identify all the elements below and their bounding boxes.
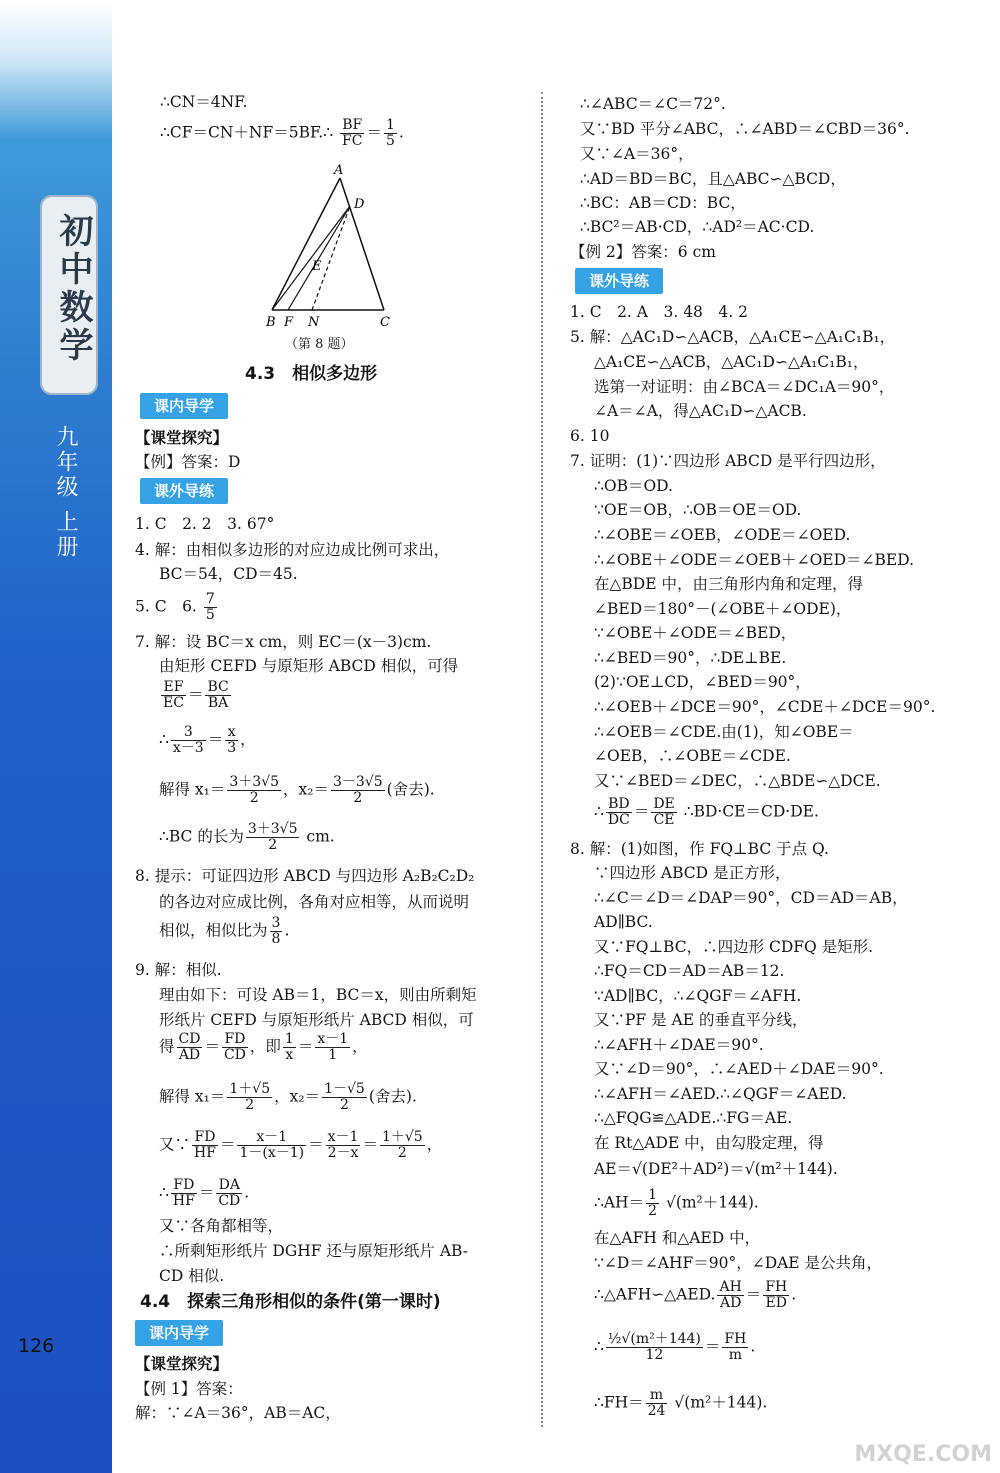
text-line: 的各边对应成比例，各角对应相等，从而说明 [159,893,470,911]
text-line: ∵AD∥BC，∴∠QGF＝∠AFH. [594,987,802,1005]
text-line: ∴△AFH∽△AED. $\frac{AH}{AD}$ ＝ $\frac{FH}{ED}$ . [594,1279,797,1311]
text-line: 4. 解：由相似多边形的对应边成比例可求出， [135,541,450,559]
text-line: ∴∠AFH＝∠AED.∴∠QGF＝∠AED. [594,1085,847,1103]
text-line: ∴∠OEB＝∠CDE.由(1)，知∠OBE＝ [594,723,854,741]
text-line: AE＝√(DE²＋AD²)＝√(m²＋144). [594,1160,838,1178]
text-line: ∴AD＝BD＝BC，且△ABC∽△BCD， [580,170,846,188]
text-line: ∴AH＝ $\frac{1}{2}$ √(m²＋144). [594,1187,759,1219]
page-number: 126 [18,1335,55,1357]
text-line: 又∵BD 平分∠ABC，∴∠ABD＝∠CBD＝36°. [580,120,910,138]
text-line: 在△AFH 和△AED 中， [594,1229,761,1247]
text-line: 理由如下：可设 AB＝1，BC＝x，则由所剩矩 [159,986,477,1004]
text-line: 又∵∠BED＝∠DEC，∴△BDE∽△DCE. [594,772,881,790]
text-line: 在 Rt△ADE 中，由勾股定理，得 [594,1134,824,1152]
text-line: ∴CN＝4NF. [160,93,248,111]
text-line: ∴∠BED＝90°，∴DE⊥BE. [594,649,787,667]
grade-label: 九年级 上册 [53,425,78,560]
figure-caption: （第 8 题） [285,337,354,352]
text-line: 形纸片 CEFD 与原矩形纸片 ABCD 相似，可 [159,1011,474,1029]
text-line: 由矩形 CEFD 与原矩形 ABCD 相似，可得 [159,657,459,675]
text-line: ∴∠AFH＋∠DAE＝90°. [594,1036,764,1054]
text-line: 7. 解：设 BC＝x cm，则 EC＝(x－3)cm. [135,633,432,651]
text-line: 7. 证明：(1)∵四边形 ABCD 是平行四边形， [570,452,886,470]
text-line: 又∵各角都相等， [159,1217,284,1235]
text-line: ∴ $\frac{BD}{DC}$ ＝ $\frac{DE}{CE}$ ∴BD·CE＝CD·DE. [594,796,819,828]
text-line: 又∵∠A＝36°， [580,145,694,163]
section-badge: 课内导学 [140,393,228,419]
section-badge: 课内导学 [135,1320,223,1346]
triangle-figure [260,160,430,335]
text-line: ∠A＝∠A，得△AC₁D∽△ACB. [594,402,807,420]
text-line: ∴∠OBE＝∠OEB，∠ODE＝∠OED. [594,526,851,544]
text-line: △A₁CE∽△ACB，△AC₁D∽△A₁C₁B₁， [594,353,869,371]
text-line: 得 $\frac{CD}{AD}$ ＝ $\frac{FD}{CD}$ ，即 $\frac{1}{x}$ ＝ $\frac{x-1}{1}$ ， [159,1031,368,1063]
section-heading: 4.4 探索三角形相似的条件(第一课时) [140,1292,441,1312]
text-line: 5. C 6. $\frac{7}{5}$ [135,591,215,623]
text-line: ∴FQ＝CD＝AD＝AB＝12. [594,962,785,980]
text-line: 【例 2】答案：6 cm [570,243,716,261]
subject-title: 初中数学 [53,213,93,365]
text-line: ∴ $\frac{\text{½√(m²＋144)}}{12}$ ＝ $\frac{FH}{m}$ . [594,1331,756,1363]
text-line: 解得 x₁＝ $\frac{1+√5}{2}$ ，x₂＝ $\frac{1-√5}{2}$ (舍去). [159,1081,417,1113]
label-C: C [380,315,390,330]
text-line: 相似，相似比为 $\frac{3}{8}$ . [159,915,290,947]
text-line: 又∵FQ⊥BC，∴四边形 CDFQ 是矩形. [594,938,874,956]
text-line: 【例】答案：D [135,453,241,471]
text-line: ∴BC 的长为 $\frac{3+3√5}{2}$ cm. [159,821,335,853]
text-line: 又∵∠D＝90°，∴∠AED＋∠DAE＝90°. [594,1060,884,1078]
text-line: 8. 解：(1)如图，作 FQ⊥BC 于点 Q. [570,840,829,858]
text-line: ∠BED＝180°－(∠OBE＋∠ODE)， [594,600,852,618]
label-E: E [312,259,322,274]
text-line: BC＝54，CD＝45. [159,565,298,583]
text-line: ∵∠OBE＋∠ODE＝∠BED， [594,624,797,642]
text-line: ∴BC²＝AB·CD，∴AD²＝AC·CD. [580,218,815,236]
text-line: 【课堂探究】 [135,1355,229,1373]
text-line: ∴BC：AB＝CD：BC， [580,194,746,212]
text-line: ∴ $\frac{FD}{HF}$ ＝ $\frac{DA}{CD}$ . [159,1177,250,1209]
section-badge: 课外导练 [140,478,228,504]
text-line: ∴ $\frac{3}{x-3}$ ＝ $\frac{x}{3}$ ， [159,724,256,756]
text-line: ∴∠C＝∠D＝∠DAP＝90°，CD＝AD＝AB， [594,889,908,907]
text-line: 解：∵∠A＝36°，AB＝AC， [135,1404,341,1422]
watermark: MXQE.COM [854,1442,992,1467]
text-line: ∵OE＝OB，∴OB＝OE＝OD. [594,501,802,519]
text-line: 6. 10 [570,427,610,445]
label-D: D [354,197,365,212]
text-line: ∴所剩矩形纸片 DGHF 还与原矩形纸片 AB- [159,1242,468,1260]
text-line: 解得 x₁＝ $\frac{3+3√5}{2}$ ，x₂＝ $\frac{3-3√5}{2}$ (舍去). [159,774,435,806]
text-line: ∴CF＝CN＋NF＝5BF.∴ $\frac{BF}{FC}$ ＝ $\frac{1}{5}$ . [160,117,404,149]
text-line: 又∵PF 是 AE 的垂直平分线， [594,1011,808,1029]
text-line: CD 相似. [159,1267,225,1285]
text-line: ∴∠OEB＋∠DCE＝90°，∠CDE＋∠DCE＝90°. [594,698,936,716]
text-line: 9. 解：相似. [135,961,222,979]
text-line: ∴OB＝OD. [594,477,673,495]
text-line: 8. 提示：可证四边形 ABCD 与四边形 A₂B₂C₂D₂ [135,867,475,885]
label-N: N [308,315,320,330]
section-badge: 课外导练 [575,268,663,294]
text-line: 又∵ $\frac{FD}{HF}$ ＝ $\frac{x-1}{1-(x-1)}$ ＝ $\frac{x-1}{2-x}$ ＝ $\frac{1+√5}{2}$ ， [159,1129,443,1161]
text-line: ∵四边形 ABCD 是正方形， [594,864,791,882]
column-divider [541,92,543,1427]
text-line: 选第一对证明：由∠BCA＝∠DC₁A＝90°， [594,378,895,396]
subject-tab [40,195,98,395]
text-line: 【例 1】答案： [135,1380,243,1398]
text-line: AD∥BC. [594,913,653,931]
text-line: 5. 解：△AC₁D∽△ACB，△A₁CE∽△A₁C₁B₁， [570,328,896,346]
text-line: 1. C 2. 2 3. 67° [135,515,275,533]
text-line: ∵∠D＝∠AHF＝90°，∠DAE 是公共角， [594,1254,883,1272]
text-line: ∴∠OBE＋∠ODE＝∠OEB＋∠OED＝∠BED. [594,551,915,569]
label-A: A [334,163,344,178]
label-B: B [266,315,276,330]
label-F: F [284,315,294,330]
text-line: (2)∵OE⊥CD，∠BED＝90°， [594,673,811,691]
text-line: 1. C 2. A 3. 48 4. 2 [570,303,749,321]
text-line: ∠OEB，∴∠OBE＝∠CDE. [594,747,791,765]
text-line: 在△BDE 中，由三角形内角和定理，得 [594,575,863,593]
text-line: $\frac{EF}{EC}$ ＝ $\frac{BC}{BA}$ [163,679,229,711]
text-line: ∴△FQG≌△ADE.∴FG＝AE. [594,1109,793,1127]
text-line: 【课堂探究】 [135,429,229,447]
section-heading: 4.3 相似多边形 [245,364,378,384]
text-line: ∴∠ABC＝∠C＝72°. [580,95,726,113]
text-line: ∴FH＝ $\frac{m}{24}$ √(m²＋144). [594,1387,768,1419]
